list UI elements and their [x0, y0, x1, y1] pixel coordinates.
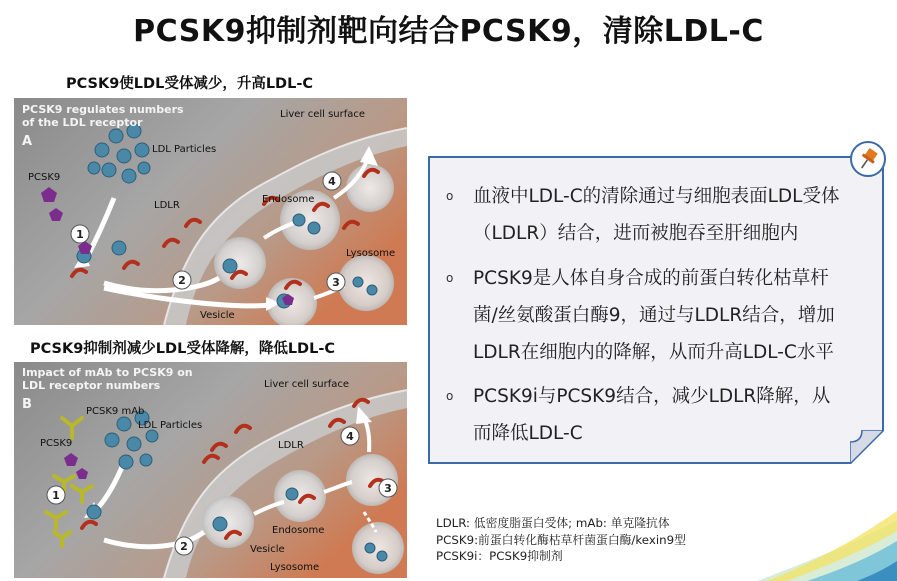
bullet-1-line-2: （LDLR）结合，进而被胞吞至肝细胞内: [473, 223, 799, 244]
bullet-1-line-1: 血液中LDL-C的清除通过与细胞表面LDL受体: [473, 186, 840, 207]
label-liver-cell-surface: Liver cell surface: [264, 379, 350, 390]
footnote-line-1: LDLR: 低密度脂蛋白受体; mAb: 单克隆抗体: [436, 516, 670, 530]
label-ldlr: LDLR: [278, 440, 304, 451]
label-endosome: Endosome: [272, 525, 325, 536]
label-vesicle: Vesicle: [200, 310, 235, 321]
bullet-marker: o: [446, 189, 454, 203]
page-title: PCSK9抑制剂靶向结合PCSK9，清除LDL-C: [133, 14, 764, 49]
label-endosome: Endosome: [262, 194, 315, 205]
step-3-label: 3: [384, 482, 392, 495]
panel-a-diagram: [14, 98, 407, 325]
summary-box: [428, 156, 884, 464]
panel-b-heading: PCSK9抑制剂减少LDL受体降解，降低LDL-C: [30, 341, 335, 357]
bullet-3-line-1: PCSK9i与PCSK9结合，减少LDLR降解，从: [473, 386, 831, 407]
folded-corner-icon: [850, 430, 884, 464]
footnote-line-2: PCSK9:前蛋白转化酶枯草杆菌蛋白酶/kexin9型: [436, 532, 686, 547]
step-3-label: 3: [332, 276, 340, 289]
decorative-corner-graphic: [757, 511, 897, 581]
bullet-marker: o: [446, 271, 454, 285]
label-lysosome: Lysosome: [346, 248, 396, 259]
label-ldl-particles: LDL Particles: [138, 420, 203, 431]
step-1-label: 1: [76, 228, 84, 241]
step-4-label: 4: [346, 430, 354, 443]
bullet-2-line-3: LDLR在细胞内的降解，从而升高LDL-C水平: [473, 342, 834, 363]
bullet-3-line-2: 而降低LDL-C: [473, 423, 583, 444]
label-lysosome: Lysosome: [270, 562, 320, 573]
label-pcsk9: PCSK9: [28, 172, 61, 183]
label-ldl-particles: LDL Particles: [152, 144, 217, 155]
step-4-label: 4: [328, 175, 336, 188]
panel-b-caption-1: Impact of mAb to PCSK9 on: [22, 366, 193, 379]
panel-b-caption-2: LDL receptor numbers: [22, 379, 161, 392]
pushpin-icon: [850, 141, 886, 177]
bullet-2-line-1: PCSK9是人体自身合成的前蛋白转化枯草杆: [473, 268, 829, 289]
panel-b-letter: B: [22, 397, 32, 412]
step-2-label: 2: [180, 540, 188, 553]
step-2-label: 2: [178, 274, 186, 287]
label-pcsk9: PCSK9: [40, 438, 73, 449]
footnote-line-3: PCSK9i：PCSK9抑制剂: [436, 549, 563, 563]
bullet-2-line-2: 菌/丝氨酸蛋白酶9，通过与LDLR结合，增加: [473, 305, 835, 326]
panel-a-letter: A: [22, 134, 33, 149]
label-ldlr: LDLR: [154, 200, 180, 211]
label-pcsk9-mab: PCSK9 mAb: [86, 406, 145, 417]
bullet-marker: o: [446, 389, 454, 403]
label-liver-cell-surface: Liver cell surface: [280, 109, 366, 120]
step-1-label: 1: [52, 489, 60, 502]
panel-b-diagram: [14, 362, 407, 578]
panel-a-caption-2: of the LDL receptor: [22, 116, 143, 129]
footnotes: [436, 515, 686, 565]
panel-a-heading: PCSK9使LDL受体减少，升高LDL-C: [66, 76, 313, 92]
label-vesicle: Vesicle: [250, 544, 285, 555]
panel-a-caption-1: PCSK9 regulates numbers: [22, 103, 184, 116]
